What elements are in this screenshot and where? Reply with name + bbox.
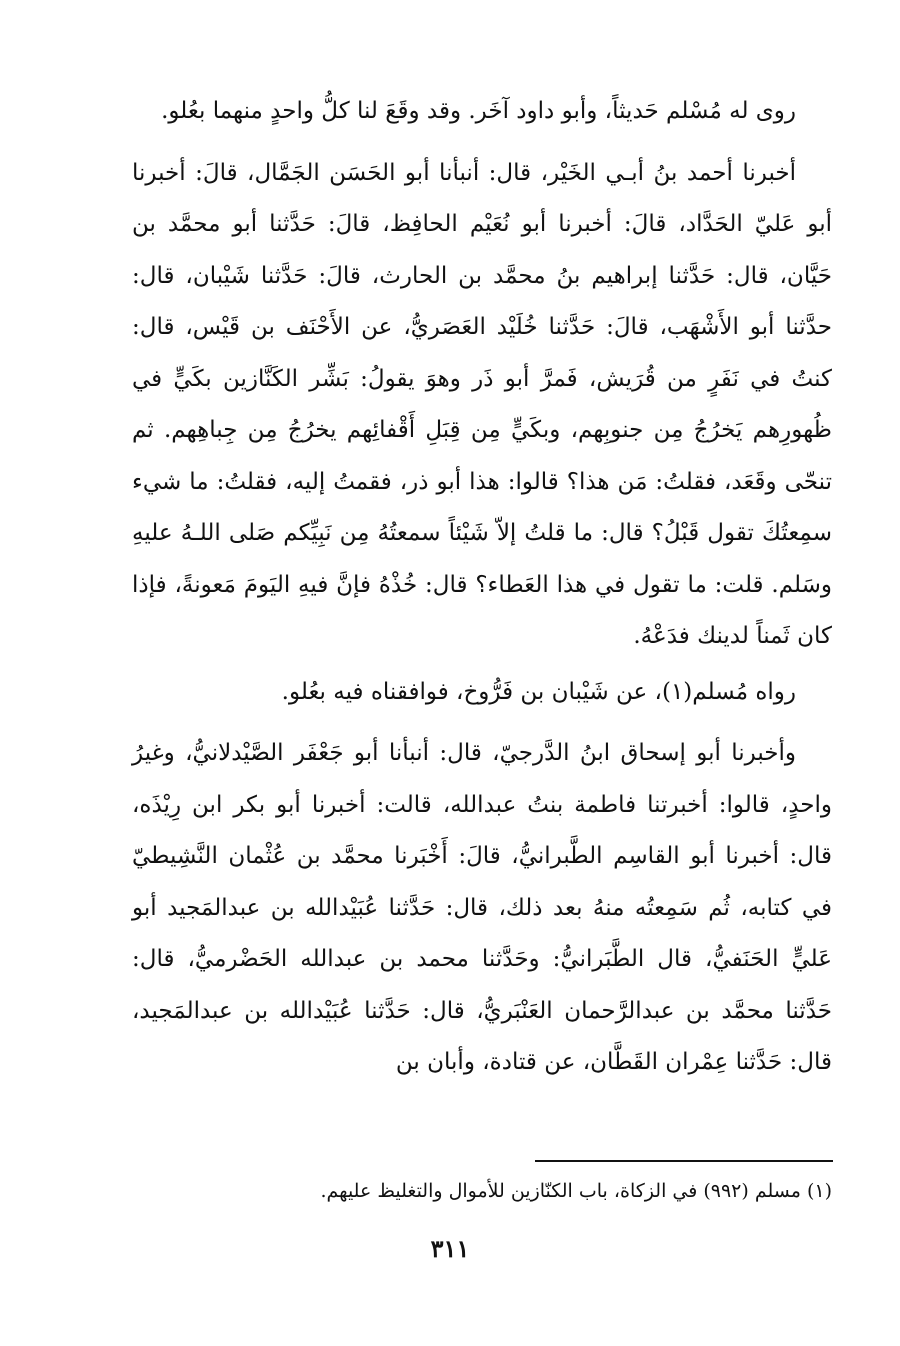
paragraph-3: رواه مُسلم(١)، عن شَيْبان بن فَرُّوخ، فوافقناه فيه بعُلو. [281, 678, 796, 705]
paragraph-1: روى له مُسْلم حَديثاً، وأبو داود آخَر. وقد وقَعَ لنا كلُّ واحدٍ منهما بعُلو. [161, 98, 796, 124]
footnote-divider [535, 1160, 833, 1162]
paragraph-4: وأخبرنا أبو إسحاق ابنُ الدَّرجيّ، قال: أنبأنا أبو جَعْفَر الصَّيْدلانيُّ، وغيرُ واحدٍ، قالوا: أخبرتنا فاطمة بنتُ عبدالله، قالت: أخبرنا أبو بكر ابن رِيْذَه، قال: أخبرنا أبو القاسِم الطَّبرانيُّ، قالَ: أَخْبَرنا محمَّد بن عُثْمان النَّشِيطيّ في كتابه، ثُم سَمِعتُه منهُ بعد ذلك، قال: حَدَّثنا عُبَيْدالله بن عبدالمَجيد أبو عَليٍّ الحَنَفيُّ، قال الطَّبَرانيُّ: وحَدَّثنا محمد بن عبدالله الحَضْرميُّ، قال: حَدَّثنا محمَّد بن عبدالرَّحمان العَنْبَريُّ، قال: حَدَّثنا عُبَيْدالله بن عبدالمَجيد، قال: حَدَّثنا عِمْران القَطَّان، عن قتادة، وأبان بن [132, 740, 832, 1075]
page-body [132, 86, 832, 1089]
page-number: ٣١١ [430, 1234, 470, 1263]
paragraph-2: أخبرنا أحمد بنُ أبـي الخَيْر، قال: أنبأنا أبو الحَسَن الجَمَّال، قالَ: أخبرنا أبو عَليّ الحَدَّاد، قالَ: أخبرنا أبو نُعَيْم الحافِظ، قالَ: حَدَّثنا أبو محمَّد بن حَيَّان، قال: حَدَّثنا إبراهيم بنُ محمَّد بن الحارث، قالَ: حَدَّثنا شَيْبان، قال: حدَّثنا أبو الأَشْهَب، قالَ: حَدَّثنا خُلَيْد العَصَريُّ، عن الأَحْنَف بن قَيْس، قال: كنتُ في نَفَرٍ من قُرَيش، فَمرَّ أبو ذَر وهوَ يقولُ: بَشِّر الكَنَّازين بكَيٍّ في ظُهورِهم يَخرُجُ مِن جنوبِهم، وبكَيٍّ مِن قِبَلِ أَقْفائِهم يخرُجُ مِن جِباهِهم. ثم تنحّى وقَعَد، فقلتُ: مَن هذا؟ قالوا: هذا أبو ذر، فقمتُ إليه، فقلتُ: ما شيء سمِعتُكَ تقول قَبْلُ؟ قال: ما قلتُ إلاّ شَيْئاً سمعتُهُ مِن نَبِيِّكم صَلى اللـهُ عليهِ وسَلم. قلت: ما تقول في هذا العَطاء؟ قال: خُذْهُ فإنَّ فيهِ اليَومَ مَعونةً، فإذا كان ثَمناً لدينك فدَعْهُ. [132, 159, 832, 649]
footnote: (١) مسلم (٩٩٢) في الزكاة، باب الكنّازين للأموال والتغليظ عليهم. [320, 1180, 832, 1202]
